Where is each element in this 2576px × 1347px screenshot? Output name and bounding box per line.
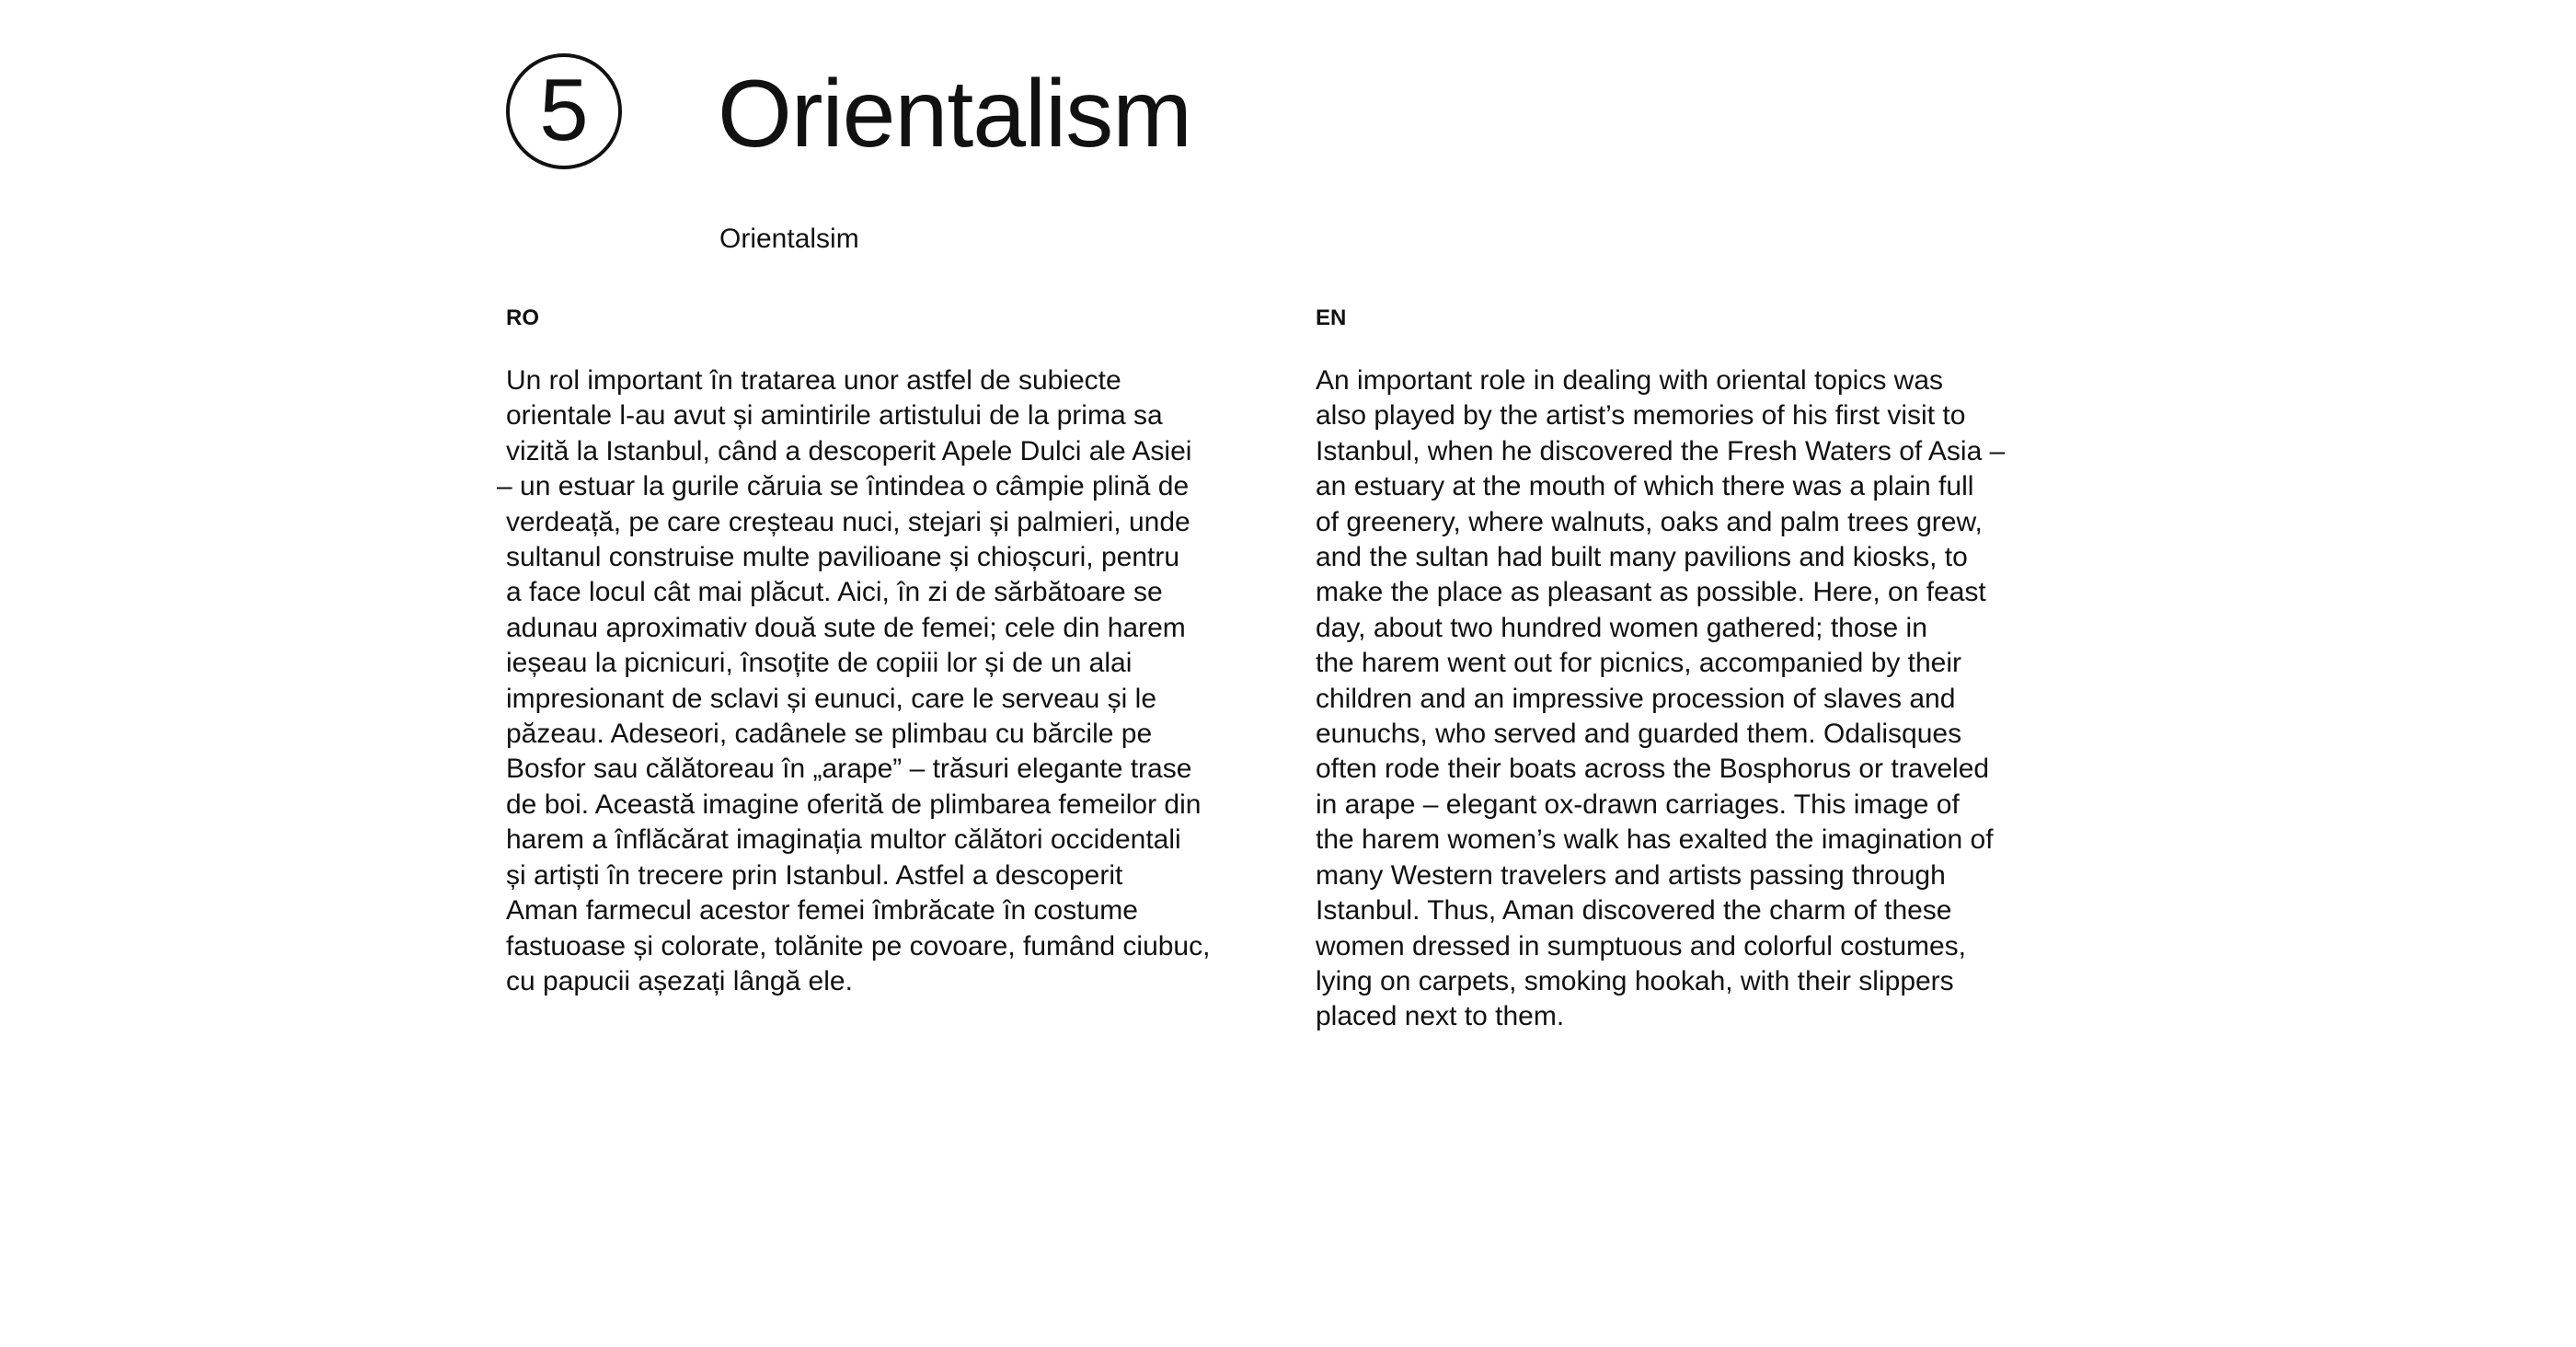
text-line: impresionant de sclavi și eunuci, care le serveau și le (506, 683, 1157, 714)
text-line: day, about two hundred women gathered; those in (1316, 612, 1927, 643)
text-line: children and an impressive procession of slaves and (1316, 683, 1956, 714)
text-line: orientale l-au avut și amintirile artistului de la prima sa (506, 400, 1163, 432)
text-line: eunuchs, who served and guarded them. Odalisques (1316, 719, 1962, 750)
text-line: women dressed in sumptuous and colorful costumes, (1316, 930, 1967, 961)
text-line: adunau aproximativ două sute de femei; cele din harem (506, 612, 1186, 643)
text-line: also played by the artist’s memories of his first visit to (1316, 400, 1966, 432)
text-line: și artiști în trecere prin Istanbul. Astfel a descoperit (506, 859, 1123, 891)
text-line: harem a înflăcărat imaginația multor călători occidentali (506, 824, 1181, 856)
english-text-column (1316, 363, 2088, 1035)
text-line: of greenery, where walnuts, oaks and palm trees grew, (1316, 506, 1983, 537)
text-line: the harem went out for picnics, accompanied by their (1316, 648, 1962, 679)
text-line: Istanbul. Thus, Aman discovered the charm of these (1316, 895, 1952, 927)
text-line: fastuoase și colorate, tolănite pe covoare, fumând ciubuc, (506, 930, 1211, 961)
text-line: – un estuar la gurile căruia se întindea o câmpie plină de (497, 471, 1190, 502)
text-line: de boi. Această imagine oferită de plimbarea femeilor din (506, 789, 1202, 820)
section-number-badge (506, 53, 622, 169)
text-line: Istanbul, when he discovered the Fresh Waters of Asia – (1316, 435, 2006, 466)
text-line: often rode their boats across the Bosphorus or traveled (1316, 754, 1990, 785)
text-line: and the sultan had built many pavilions and kiosks, to (1316, 542, 1968, 573)
text-line: a face locul cât mai plăcut. Aici, în zi de sărbătoare se (506, 577, 1163, 608)
page-subtitle: Orientalsim (719, 224, 859, 254)
text-line: An important role in dealing with oriental topics was (1316, 365, 1944, 396)
text-line: make the place as pleasant as possible. Here, on feast (1316, 577, 1986, 608)
language-label-ro: RO (506, 305, 539, 330)
text-line: the harem women’s walk has exalted the imagination of (1316, 824, 1994, 856)
text-line: lying on carpets, smoking hookah, with their slippers (1316, 965, 1954, 996)
romanian-paragraph (497, 363, 1279, 999)
text-line: Bosfor sau călătoreau în „arape” – trăsuri elegante trase (506, 754, 1192, 785)
text-line: an estuary at the mouth of which there was a plain full (1316, 471, 1974, 502)
text-line: Aman farmecul acestor femei îmbrăcate în costume (506, 895, 1138, 927)
text-line: in arape – elegant ox-drawn carriages. This image of (1316, 789, 1960, 820)
language-label-en: EN (1316, 305, 1347, 330)
text-line: ieșeau la picnicuri, însoțite de copiii lor și de un alai (506, 648, 1133, 679)
text-line: many Western travelers and artists passing through (1316, 859, 1946, 891)
page-title: Orientalism (718, 61, 1191, 167)
text-line: verdeață, pe care creșteau nuci, stejari și palmieri, unde (506, 506, 1190, 537)
text-line: sultanul construise multe pavilioane și chioșcuri, pentru (506, 542, 1180, 573)
romanian-text-column (497, 363, 1279, 999)
text-line: cu papucii așezați lângă ele. (506, 965, 853, 996)
text-line: păzeau. Adeseori, cadânele se plimbau cu bărcile pe (506, 719, 1153, 750)
text-line: vizită la Istanbul, când a descoperit Apele Dulci ale Asiei (506, 435, 1192, 466)
english-paragraph (1316, 363, 2088, 1035)
text-line: placed next to them. (1316, 1001, 1565, 1032)
section-number: 5 (539, 61, 589, 159)
text-line: Un rol important în tratarea unor astfel de subiecte (506, 365, 1121, 396)
